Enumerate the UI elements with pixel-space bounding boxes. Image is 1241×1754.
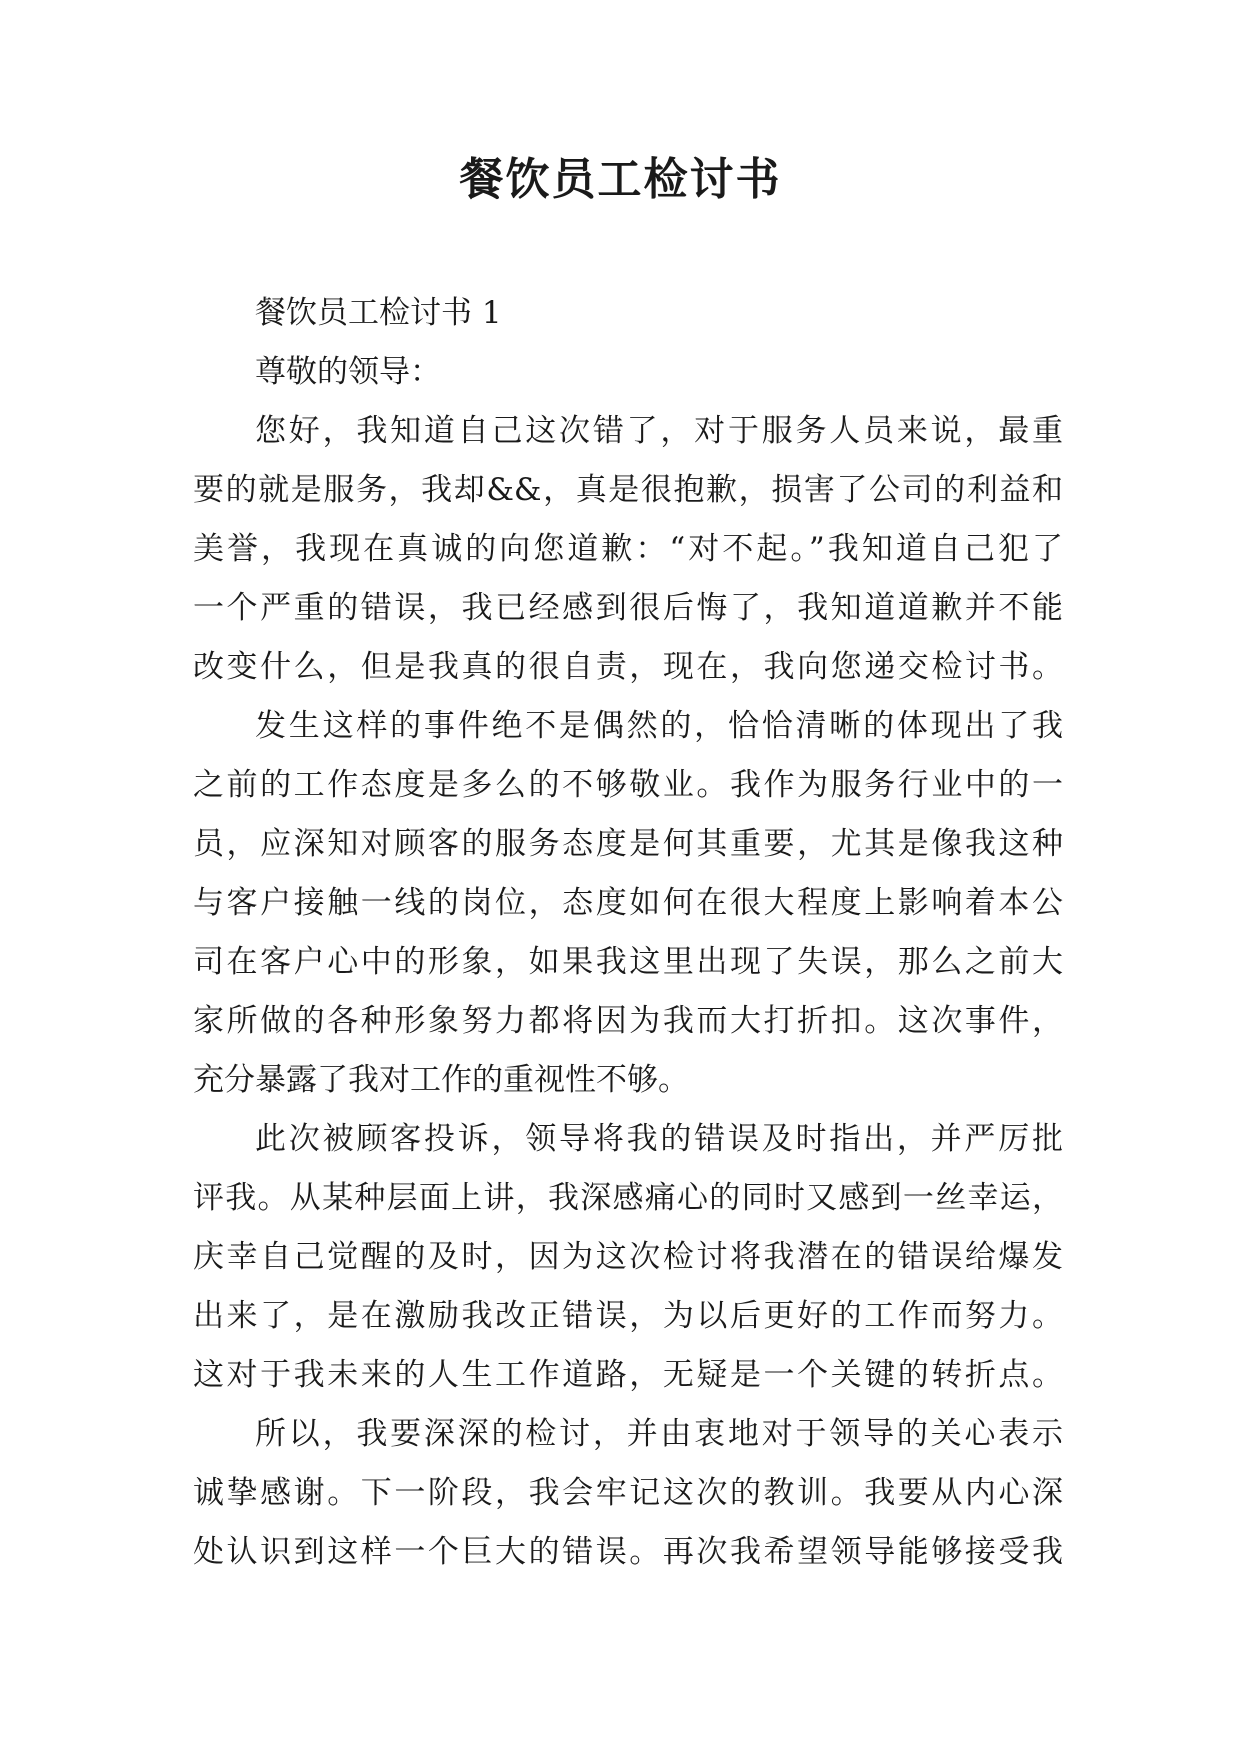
paragraph-line: 所以，我要深深的检讨，并由衷地对于领导的关心表示 [255,1416,1063,1452]
paragraph-line: 司在客户心中的形象，如果我这里出现了失误，那么之前大 [193,944,1063,980]
salutation: 尊敬的领导： [255,354,441,390]
paragraph-line: 出来了，是在激励我改正错误，为以后更好的工作而努力。 [193,1298,1063,1334]
paragraph-line: 与客户接触一线的岗位，态度如何在很大程度上影响着本公 [193,885,1063,921]
section-heading: 餐饮员工检讨书 1 [255,295,502,331]
paragraph-line: 改变什么，但是我真的很自责，现在，我向您递交检讨书。 [193,649,1063,685]
paragraph-line: 要的就是服务，我却&&，真是很抱歉，损害了公司的利益和 [193,472,1063,508]
paragraph-line: 您好，我知道自己这次错了，对于服务人员来说，最重 [255,413,1063,449]
document-title: 餐饮员工检讨书 [459,154,782,205]
paragraph-line: 庆幸自己觉醒的及时，因为这次检讨将我潜在的错误给爆发 [193,1239,1063,1275]
paragraph-line: 此次被顾客投诉，领导将我的错误及时指出，并严厉批 [255,1121,1063,1157]
paragraph-line: 美誉，我现在真诚的向您道歉：“对不起。”我知道自己犯了 [193,531,1063,567]
paragraph-line: 诚挚感谢。下一阶段，我会牢记这次的教训。我要从内心深 [193,1475,1063,1511]
document-body [193,284,1063,1582]
paragraph-line: 之前的工作态度是多么的不够敬业。我作为服务行业中的一 [193,767,1063,803]
paragraph-line: 评我。从某种层面上讲，我深感痛心的同时又感到一丝幸运， [193,1180,1063,1216]
paragraph-4 [193,1405,1063,1582]
paragraph-line: 家所做的各种形象努力都将因为我而大打折扣。这次事件， [193,1003,1063,1039]
paragraph-line: 员，应深知对顾客的服务态度是何其重要，尤其是像我这种 [193,826,1063,862]
paragraph-2 [193,697,1063,1110]
paragraph-1 [193,402,1063,697]
paragraph-line: 一个严重的错误，我已经感到很后悔了，我知道道歉并不能 [193,590,1063,626]
paragraph-line: 这对于我未来的人生工作道路，无疑是一个关键的转折点。 [193,1357,1063,1393]
paragraph-line: 发生这样的事件绝不是偶然的，恰恰清晰的体现出了我 [255,708,1063,744]
paragraph-line: 充分暴露了我对工作的重视性不够。 [193,1062,689,1098]
paragraph-line: 处认识到这样一个巨大的错误。再次我希望领导能够接受我 [193,1534,1063,1570]
paragraph-3 [193,1110,1063,1405]
